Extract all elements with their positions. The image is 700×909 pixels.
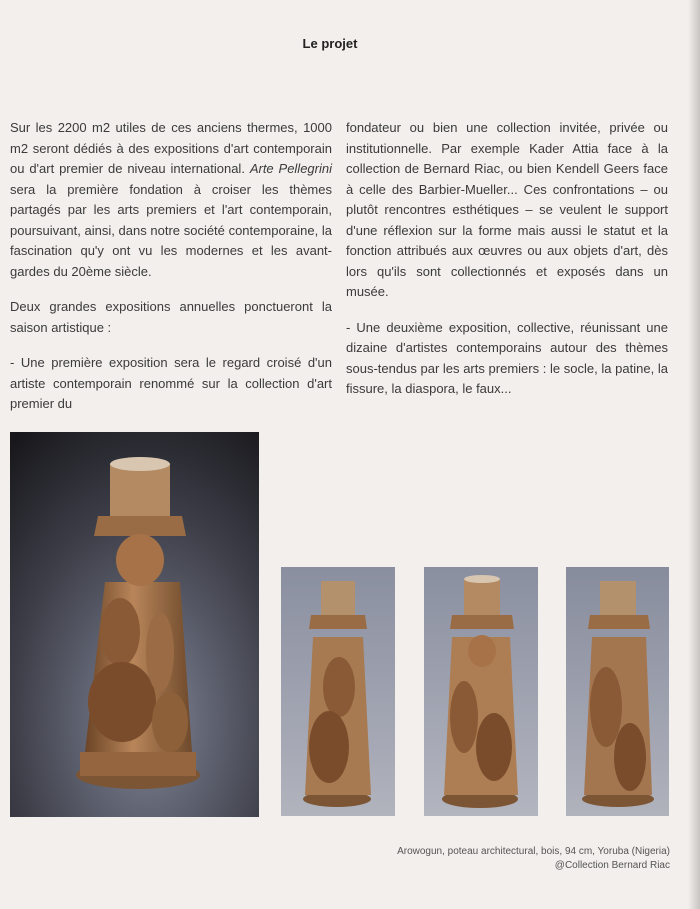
right-paragraph-2: - Une deuxième exposition, collective, réunissant une dizaine d'artistes contemporains autour des thèmes sous-tendus par les arts premiers : le socle, la patine, la fissure, la diaspora, le faux... — [346, 319, 668, 396]
caption-line-1: Arowogun, poteau architectural, bois, 94 cm, Yoruba (Nigeria) — [397, 846, 670, 857]
right-paragraph-1: fondateur ou bien une collection invitée, privée ou institutionnelle. Par exemple Kader Attia face à la collection de Bernard Riac, ou bien Kendell Geers face à celle des Barbier-Mueller... Ces confrontations – ou plutôt rencontres esthétiques – se veulent le support d'une réflexion sur la forme mais aussi le statut et la fonction attribués aux œuvres ou aux objets d'art, dès lors qu'ils sont collectionnés et exposés dans un musée. — [346, 120, 668, 299]
sculpture-photo-4 — [566, 567, 669, 816]
sculpture-photo-2 — [281, 567, 395, 816]
right-text-column — [346, 118, 668, 415]
foundation-name: Arte Pellegrini — [249, 161, 332, 176]
sculpture-photo-main — [10, 432, 259, 817]
left-paragraph-3: - Une première exposition sera le regard croisé d'un artiste contemporain renommé sur la collection d'art premier du — [10, 355, 332, 411]
caption-line-2: @Collection Bernard Riac — [554, 859, 670, 871]
left-paragraph-1 — [10, 118, 332, 282]
paragraph-text: Sur les 2200 m2 utiles de ces anciens thermes, 1000 m2 seront dédiés à des expositions d'art contemporain ou d'art premier de niveau international. — [10, 120, 332, 176]
paragraph-text: sera la première fondation à croiser les thèmes partagés par les arts premiers et l'art contemporain, poursuivant, ainsi, dans notre société contemporaine, la fascination qu'y ont vu les modernes et les avant-gardes du 20ème siècle. — [10, 181, 332, 279]
photo-caption — [340, 845, 670, 872]
sculpture-photo-3 — [424, 567, 538, 816]
page-title: Le projet — [302, 36, 358, 51]
left-paragraph-2: Deux grandes expositions annuelles ponctueront la saison artistique : — [10, 299, 332, 335]
page-edge-shadow — [688, 0, 700, 909]
left-text-column — [10, 118, 332, 430]
